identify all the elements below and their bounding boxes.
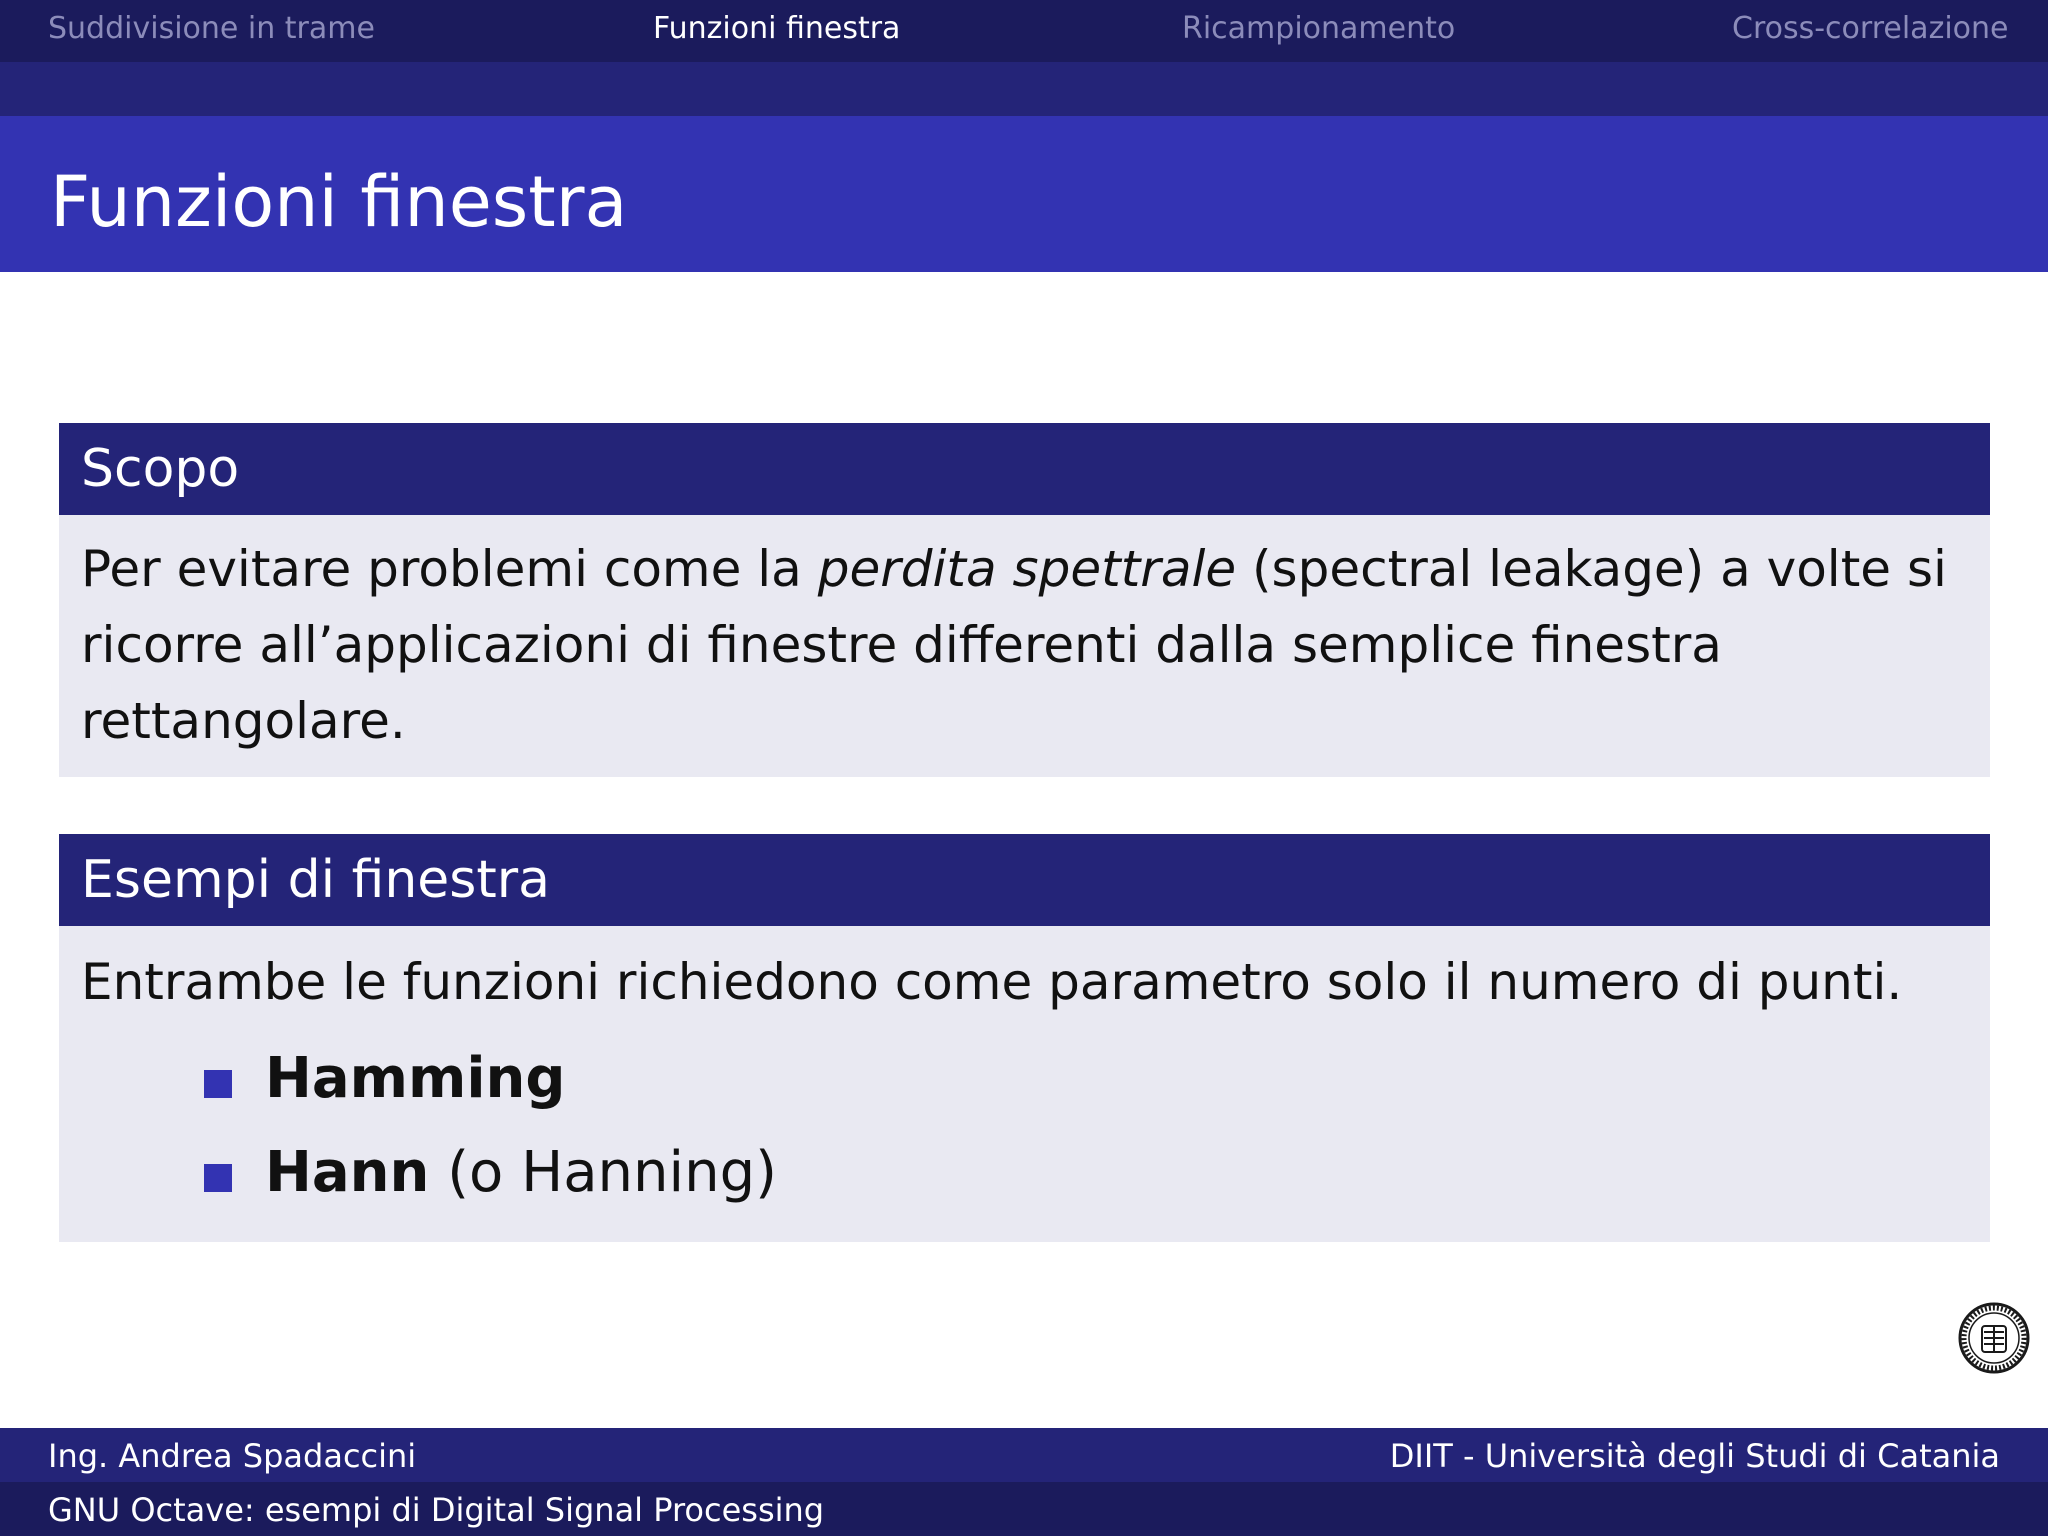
- item-hamming-bold: Hamming: [265, 1046, 566, 1111]
- block-examples-header: [59, 834, 1990, 926]
- section-navigation: [0, 0, 2048, 62]
- nav-section-suddivisione[interactable]: Suddivisione in trame: [48, 11, 375, 46]
- item-hann-rest: (o Hanning): [429, 1140, 777, 1205]
- block-scope-body: [59, 515, 1990, 777]
- footer-institution: DIIT - Università degli Studi di Catania: [1389, 1437, 2000, 1475]
- scope-text-emphasis: perdita spettrale: [817, 540, 1237, 598]
- footer-title-bar: [0, 1482, 2048, 1536]
- scope-text-before: Per evitare problemi come la: [81, 540, 818, 598]
- block-examples-intro: Entrambe le funzioni richiedono come parametro solo il numero di punti.: [81, 953, 1903, 1011]
- nav-section-funzioni-finestra[interactable]: Funzioni finestra: [653, 11, 901, 46]
- block-scope-text: [81, 531, 1971, 759]
- footer-author: Ing. Andrea Spadaccini: [48, 1437, 417, 1475]
- block-examples-title: Esempi di finestra: [81, 850, 550, 910]
- nav-section-cross-correlazione[interactable]: Cross-correlazione: [1732, 11, 2009, 46]
- block-examples-body: [59, 926, 1990, 1242]
- frame-title: Funzioni finestra: [50, 161, 628, 243]
- scope-text-after: (spectral leakage) a volte si ricorre all’applicazioni di finestre differenti dalla semplice finestra rettangolare.: [81, 540, 1947, 750]
- subsection-bar: [0, 62, 2048, 116]
- list-item-hamming: [265, 1044, 566, 1114]
- bullet-square-icon: [204, 1164, 232, 1192]
- list-item-hann: [265, 1138, 777, 1208]
- bullet-square-icon: [204, 1070, 232, 1098]
- block-scope-title: Scopo: [81, 439, 240, 499]
- block-scope-header: [59, 423, 1990, 515]
- item-hann-bold: Hann: [265, 1140, 430, 1205]
- university-seal-icon: [1958, 1302, 2030, 1374]
- nav-section-ricampionamento[interactable]: Ricampionamento: [1182, 11, 1456, 46]
- footer-presentation-title: GNU Octave: esempi di Digital Signal Processing: [48, 1491, 825, 1529]
- footer-author-bar: [0, 1428, 2048, 1482]
